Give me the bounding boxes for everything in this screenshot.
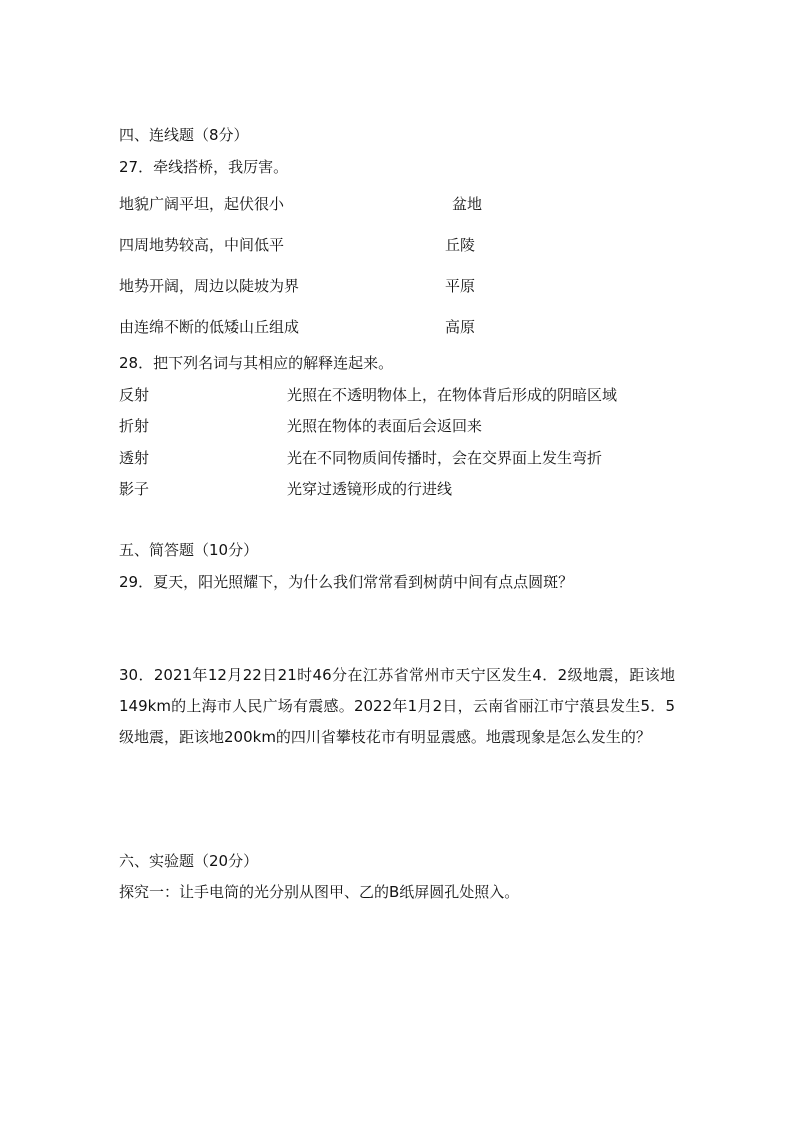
q27-left-item: 四周地势较高，中间低平 bbox=[119, 236, 285, 254]
q28-definition: 光照在不透明物体上，在物体背后形成的阴暗区域 bbox=[287, 386, 618, 404]
q28-term: 反射 bbox=[119, 386, 150, 404]
q27-right-item: 平原 bbox=[445, 277, 476, 295]
q28-definition: 光穿过透镜形成的行进线 bbox=[287, 480, 453, 498]
q28-definition: 光在不同物质间传播时，会在交界面上发生弯折 bbox=[287, 449, 603, 467]
question-28-prompt: 28．把下列名词与其相应的解释连起来。 bbox=[119, 354, 394, 372]
q27-right-item: 丘陵 bbox=[445, 236, 476, 254]
question-29: 29．夏天，阳光照耀下，为什么我们常常看到树荫中间有点点圆斑？ bbox=[119, 573, 574, 591]
section-4-heading: 四、连线题（8分） bbox=[119, 126, 249, 144]
q28-term: 透射 bbox=[119, 449, 150, 467]
q27-right-item: 高原 bbox=[445, 318, 476, 336]
q27-left-item: 地势开阔，周边以陡坡为界 bbox=[119, 277, 300, 295]
question-27-prompt: 27．牵线搭桥，我厉害。 bbox=[119, 158, 289, 176]
q28-term: 影子 bbox=[119, 480, 150, 498]
section-6-heading: 六、实验题（20分） bbox=[119, 852, 259, 870]
q27-left-item: 地貌广阔平坦，起伏很小 bbox=[119, 195, 285, 213]
q27-left-item: 由连绵不断的低矮山丘组成 bbox=[119, 318, 300, 336]
q27-right-item: 盆地 bbox=[452, 195, 483, 213]
explore-1-text: 探究一：让手电筒的光分别从图甲、乙的B纸屏圆孔处照入。 bbox=[119, 883, 520, 901]
q28-term: 折射 bbox=[119, 417, 150, 435]
question-30: 30．2021年12月22日21时46分在江苏省常州市天宁区发生4．2级地震，距该地149km的上海市人民广场有震感。2022年1月2日，云南省丽江市宁蒗县发生5．5级地震，距该地200km的四川省攀枝花市有明显震感。地震现象是怎么发生的？ bbox=[119, 666, 675, 746]
q28-definition: 光照在物体的表面后会返回来 bbox=[287, 417, 483, 435]
section-5-heading: 五、简答题（10分） bbox=[119, 541, 259, 559]
